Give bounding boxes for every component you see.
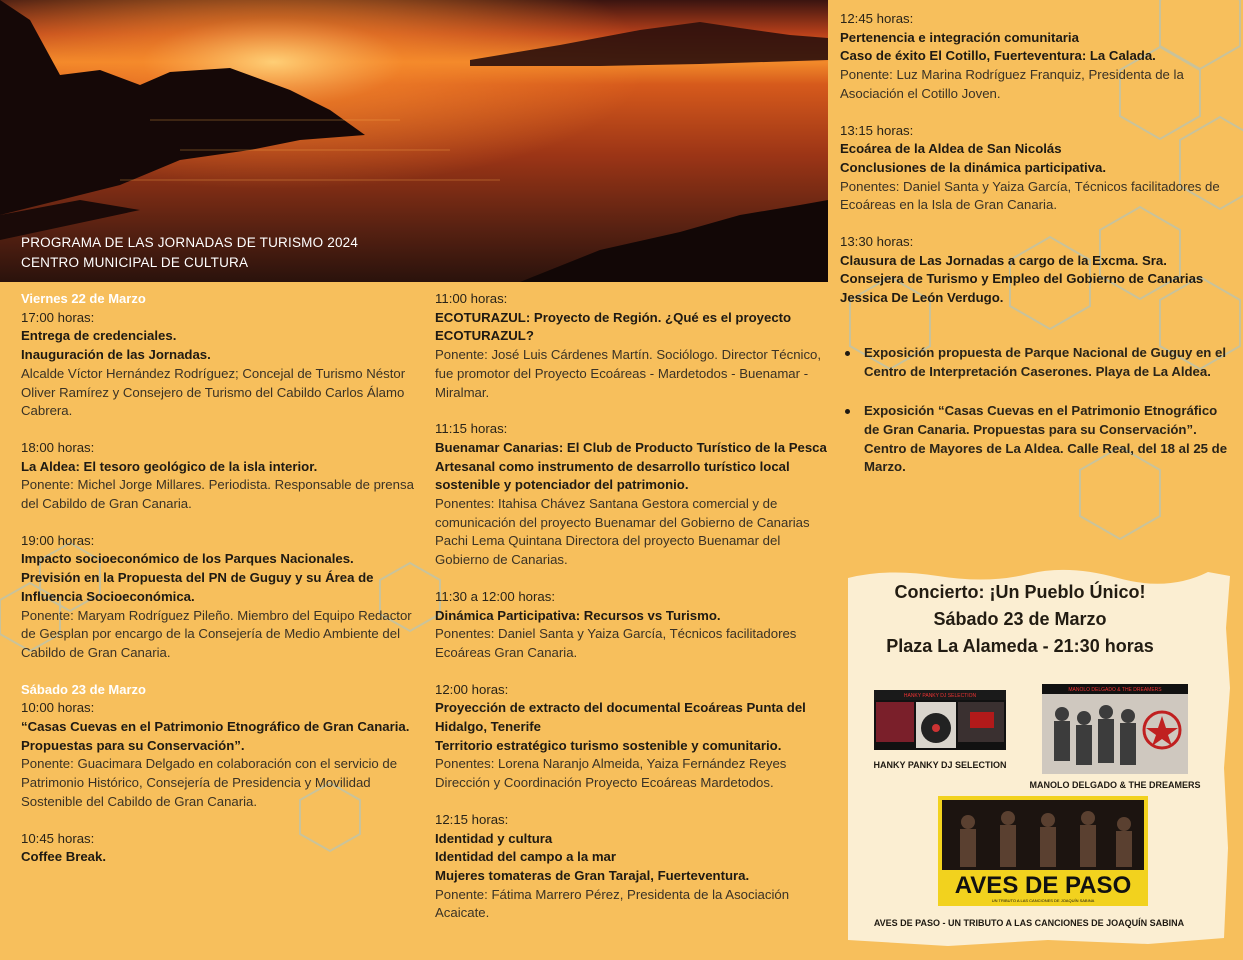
session-title: Territorio estratégico turismo sostenible y comunitario. (435, 737, 782, 753)
session-1900 (21, 532, 416, 663)
session-1045 (21, 830, 416, 867)
schedule-column-middle (435, 290, 830, 941)
session-title: Conclusiones de la dinámica participativa. (840, 159, 1107, 175)
session-time: 12:00 horas: (435, 681, 509, 697)
session-1200 (435, 681, 830, 793)
session-title: Impacto socioeconómico de los Parques Nacionales. Previsión en la Propuesta del PN de Guguy y su Área de Influencia Socioeconómica. (21, 551, 374, 604)
session-title: Inauguración de las Jornadas. (21, 347, 211, 363)
session-speakers: Ponentes: Daniel Santa y Yaiza García, Técnicos facilitadores de Ecoáreas en la Isla de Gran Canaria. (840, 178, 1220, 213)
session-1000 (21, 699, 416, 811)
session-1245 (840, 10, 1230, 104)
session-time: 12:15 horas: (435, 811, 509, 827)
session-title: La Aldea: El tesoro geológico de la isla interior. (21, 458, 318, 474)
session-time: 12:45 horas: (840, 11, 914, 26)
session-speakers: Pachi Lema Quintana Directora del proyecto Buenamar del Gobierno de Canarias. (435, 533, 781, 568)
session-1130 (435, 588, 830, 663)
session-time: 19:00 horas: (21, 532, 95, 548)
session-title: Mujeres tomateras de Gran Tarajal, Fuerteventura. (435, 867, 750, 883)
session-time: 13:30 horas: (840, 234, 914, 250)
session-speakers: Ponentes: Itahisa Chávez Santana Gestora comercial y de comunicación del proyecto Buenamar del Gobierno de Canarias (435, 496, 810, 530)
session-title: “Casas Cuevas en el Patrimonio Etnográfico de Gran Canaria. Propuestas para su Conservación”. (21, 719, 410, 753)
list-item: Exposición propuesta de Parque Nacional de Guguy en el Centro de Interpretación Caserones. Playa de La Aldea. (864, 344, 1230, 381)
session-title: Identidad y cultura (435, 830, 553, 846)
manolo-delgado-image (1042, 684, 1188, 774)
exhibitions-list (840, 344, 1230, 477)
session-speakers: Alcalde Víctor Hernández Rodríguez; Concejal de Turismo Néstor Oliver Ramírez y Consejero de Turismo del Cabildo Carlos Álamo Cabrera. (21, 365, 406, 419)
manolo-delgado-banner: MANOLO DELGADO & THE DREAMERS (1068, 687, 1162, 693)
session-title: Identidad del campo a la mar (435, 849, 617, 865)
session-title: Dinámica Participativa: Recursos vs Turismo. (435, 607, 721, 623)
session-speakers: Ponente: Maryam Rodríguez Pileño. Miembro del Equipo Redactor de Gesplan por encargo de la Consejería de Medio Ambiente del Cabildo de Gran Canaria. (21, 607, 412, 660)
session-1700 (21, 309, 416, 421)
session-speakers: Ponentes: Lorena Naranjo Almeida, Yaiza Fernández Reyes Dirección y Coordinación Proyecto Ecoáreas Mardetodos. (435, 756, 787, 791)
session-time: 10:00 horas: (21, 700, 95, 716)
session-title: Buenamar Canarias: El Club de Producto Turístico de la Pesca Artesanal como instrumento de desarrollo turístico local sostenible y potenciador del patrimonio. (435, 439, 827, 493)
concert-panel (848, 568, 1230, 946)
schedule-column-right (840, 10, 1230, 498)
aves-de-paso-caption: AVES DE PASO - UN TRIBUTO A LAS CANCIONES DE JOAQUÍN SABINA (873, 918, 1185, 928)
manolo-delgado-caption: MANOLO DELGADO & THE DREAMERS (1029, 780, 1201, 790)
session-title: ECOTURAZUL: Proyecto de Región. ¿Qué es el proyecto ECOTURAZUL? (435, 309, 792, 344)
hanky-panky-image (874, 690, 1006, 750)
aves-de-paso-image (938, 796, 1148, 906)
session-time: 11:15 horas: (435, 421, 508, 437)
session-speakers: Ponente: Luz Marina Rodríguez Franquiz, Presidenta de la Asociación el Cotillo Joven. (840, 67, 1184, 101)
concert-date: Sábado 23 de Marzo (933, 609, 1107, 629)
session-time: 11:30 a 12:00 horas: (435, 588, 556, 604)
session-1115 (435, 420, 830, 570)
session-time: 10:45 horas: (21, 830, 95, 846)
list-item: Exposición “Casas Cuevas en el Patrimonio Etnográfico de Gran Canaria. Propuestas para su Conservación”. Centro de Mayores de La Aldea. Calle Real, del 18 al 25 de Marzo. (864, 402, 1230, 477)
session-title: Coffee Break. (21, 849, 107, 865)
session-speakers: Ponente: Michel Jorge Millares. Periodista. Responsable de prensa del Cabildo de Gran Canaria. (21, 477, 414, 512)
session-speakers: Ponentes: Daniel Santa y Yaiza García, Técnicos facilitadores Ecoáreas Gran Canaria. (435, 626, 797, 660)
session-1215 (435, 811, 830, 923)
session-speakers: Ponente: Guacimara Delgado en colaboración con el servicio de Patrimonio Histórico, Consejería de Presidencia y Movilidad Sostenible del Cabildo de Gran Canaria. (21, 756, 398, 809)
aves-de-paso-logo: AVES DE PASO (954, 872, 1132, 899)
program-title: PROGRAMA DE LAS JORNADAS DE TURISMO 2024 (21, 235, 359, 250)
day-heading-friday: Viernes 22 de Marzo (21, 291, 146, 306)
day-heading-saturday: Sábado 23 de Marzo (21, 681, 146, 697)
session-title: Proyección de extracto del documental Ecoáreas Punta del Hidalgo, Tenerife (435, 700, 806, 735)
hanky-panky-banner: HANKY PANKY DJ SELECTION (903, 693, 977, 699)
concert-title: Concierto: ¡Un Pueblo Único! (894, 582, 1146, 602)
concert-venue: Plaza La Alameda - 21:30 horas (886, 636, 1154, 656)
session-speakers: Ponente: Fátima Marrero Pérez, Presidenta de la Asociación Acaicate. (435, 886, 790, 921)
session-speakers: Ponente: José Luis Cárdenes Martín. Sociólogo. Director Técnico, fue promotor del Proyecto Ecoáreas - Mardetodos - Buenamar - Miralmar. (435, 347, 822, 400)
hero-sunset-image (0, 0, 828, 282)
session-1800 (21, 439, 416, 514)
session-title: Pertenencia e integración comunitaria (840, 29, 1079, 45)
session-1100 (435, 290, 830, 402)
session-title: Clausura de Las Jornadas a cargo de la Excma. Sra. Consejera de Turismo y Empleo del Gobierno de Canarias Jessica De León Verdugo. (840, 252, 1204, 306)
session-title: Ecoárea de la Aldea de San Nicolás (840, 141, 1062, 157)
hero-caption (21, 233, 358, 273)
session-title: Entrega de credenciales. (21, 328, 177, 344)
session-1315 (840, 122, 1230, 216)
session-1330 (840, 233, 1230, 308)
schedule-column-left (21, 290, 416, 885)
venue-title: CENTRO MUNICIPAL DE CULTURA (21, 255, 249, 270)
aves-de-paso-subtitle: UN TRIBUTO A LAS CANCIONES DE JOAQUÍN SABINA (991, 898, 1095, 903)
hanky-panky-caption: HANKY PANKY DJ SELECTION (873, 760, 1007, 770)
session-title: Caso de éxito El Cotillo, Fuerteventura: La Calada. (840, 48, 1156, 64)
session-time: 17:00 horas: (21, 309, 95, 325)
session-time: 13:15 horas: (840, 122, 914, 138)
session-time: 11:00 horas: (435, 291, 508, 306)
session-time: 18:00 horas: (21, 439, 95, 455)
